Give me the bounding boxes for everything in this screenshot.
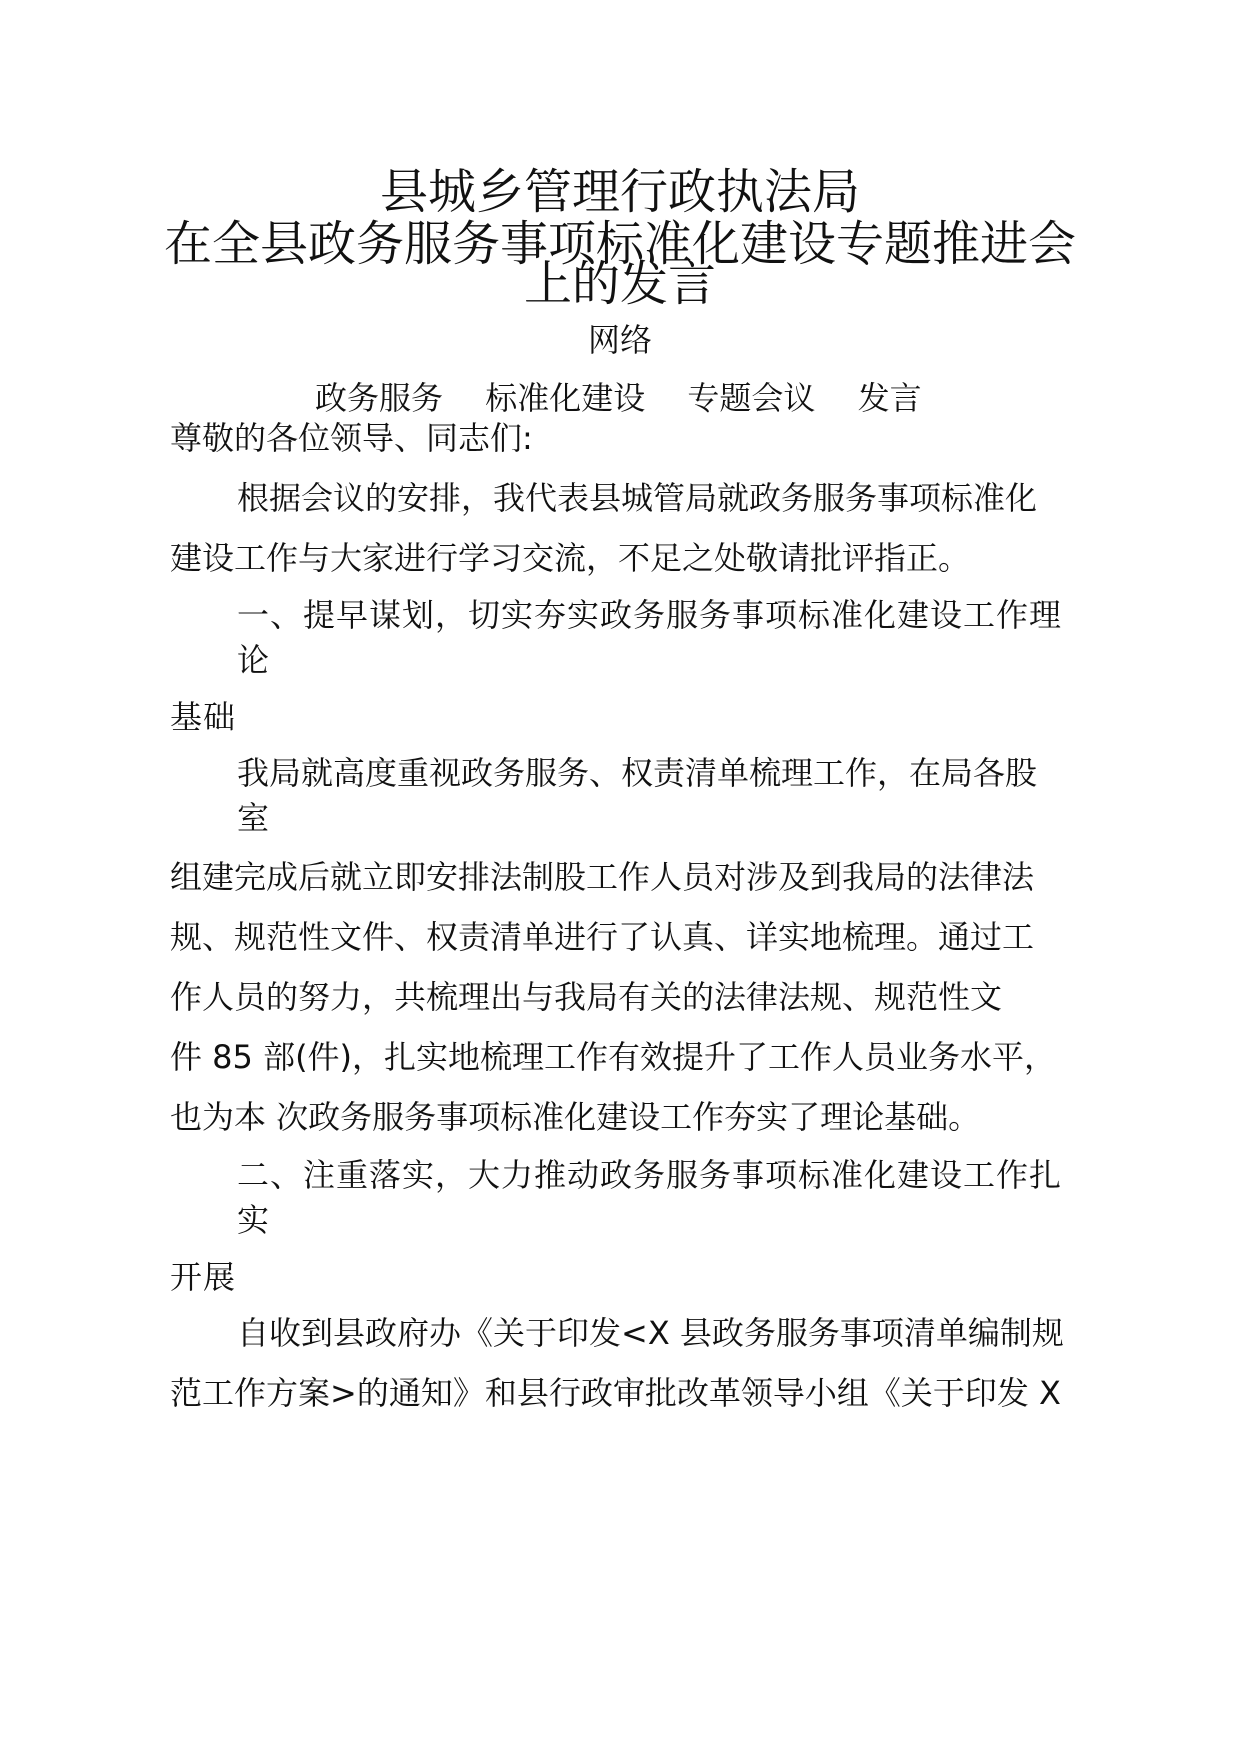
title-line-1: 县城乡管理行政执法局: [379, 164, 860, 220]
section-heading: 论: [237, 641, 271, 679]
paragraph-line: 也为本 次政务服务事项标准化建设工作夯实了理论基础。: [170, 1098, 981, 1136]
paragraph-line: 组建完成后就立即安排法制股工作人员对涉及到我局的法律法: [170, 858, 1035, 896]
paragraph-line: 件 85 部(件)，扎实地梳理工作有效提升了工作人员业务水平，: [170, 1038, 1057, 1076]
section-heading: 二、注重落实，大力推动政务服务事项标准化建设工作扎: [237, 1156, 1063, 1194]
paragraph-line: 作人员的努力，共梳理出与我局有关的法律法规、规范性文: [170, 978, 1003, 1016]
keyword: 发言: [857, 379, 922, 417]
keyword: 专题会议: [687, 379, 816, 417]
paragraph-line: 规、规范性文件、权责清单进行了认真、详实地梳理。通过工: [170, 918, 1035, 956]
salutation: 尊敬的各位领导、同志们:: [170, 419, 533, 457]
paragraph-line: 根据会议的安排，我代表县城管局就政务服务事项标准化: [237, 479, 1038, 517]
section-heading: 基础: [170, 698, 237, 736]
paragraph-line: 建设工作与大家进行学习交流，不足之处敬请批评指正。: [170, 539, 971, 577]
keyword: 政务服务: [315, 379, 444, 417]
section-heading: 开展: [170, 1258, 237, 1296]
title-line-2: 在全县政务服务事项标准化建设专题推进会: [163, 216, 1076, 272]
keyword: 标准化建设: [485, 379, 646, 417]
author: 网络: [587, 321, 652, 359]
paragraph-line: 室: [237, 799, 270, 837]
section-heading: 一、提早谋划，切实夯实政务服务事项标准化建设工作理: [237, 596, 1063, 634]
paragraph-line: 自收到县政府办《关于印发<X 县政务服务事项清单编制规: [237, 1314, 1064, 1352]
title-line-3: 上的发言: [523, 256, 716, 312]
section-heading: 实: [237, 1201, 271, 1239]
paragraph-line: 我局就高度重视政务服务、权责清单梳理工作，在局各股: [237, 754, 1038, 792]
paragraph-line: 范工作方案>的通知》和县行政审批改革领导小组《关于印发 X: [170, 1374, 1061, 1412]
keywords: [315, 378, 1015, 418]
